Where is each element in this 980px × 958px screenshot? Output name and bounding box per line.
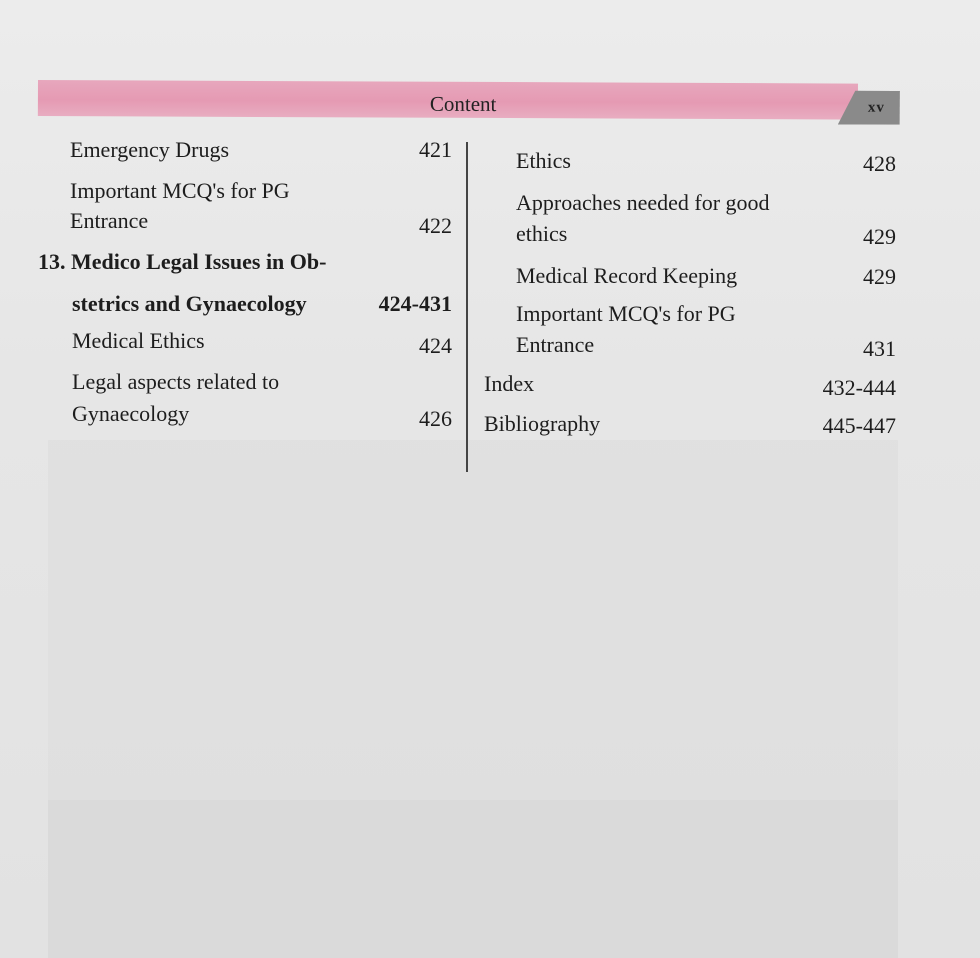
toc-chapter-title-cont: stetrics and Gynaecology: [72, 291, 307, 316]
toc-entry-title-cont: ethics: [516, 221, 568, 246]
toc-entry-title-cont: Entrance: [516, 332, 595, 357]
toc-entry-page: 429: [863, 264, 896, 289]
page-title: Content: [429, 91, 497, 117]
toc-entry-page: 432-444: [822, 375, 896, 400]
toc-entry-title: Important MCQ's for PG: [516, 301, 736, 326]
toc-chapter-page-range: 424-431: [378, 291, 452, 316]
toc-entry-page: 426: [419, 406, 452, 431]
toc-entry-page: 421: [419, 137, 452, 162]
toc-entry-page: 428: [863, 151, 896, 176]
page-shadow-region-lower: [48, 800, 898, 958]
toc-entry-page: 431: [863, 336, 896, 361]
header-band: [38, 80, 900, 128]
toc-entry-title: Legal aspects related to: [72, 369, 280, 394]
toc-entry-page: 445-447: [822, 413, 896, 438]
toc-entry-page: 422: [419, 213, 452, 238]
toc-entry-title: Approaches needed for good: [516, 190, 770, 215]
toc-entry-title: Bibliography: [484, 411, 601, 436]
toc-entry-title-cont: Entrance: [70, 208, 149, 233]
toc-entry-page: 429: [863, 224, 896, 249]
column-divider: [466, 142, 468, 472]
toc-entry-title: Index: [484, 371, 535, 396]
toc-entry-title: Important MCQ's for PG: [70, 178, 290, 203]
toc-entry-title: Ethics: [516, 148, 571, 173]
page-number: xv: [867, 99, 885, 116]
toc-entry-page: 424: [419, 333, 452, 358]
toc-entry-title: Emergency Drugs: [70, 137, 230, 162]
toc-entry-title-cont: Gynaecology: [72, 401, 190, 426]
toc-chapter-title: 13. Medico Legal Issues in Ob-: [38, 249, 327, 274]
toc-entry-title: Medical Ethics: [72, 328, 205, 353]
toc-entry-title: Medical Record Keeping: [516, 263, 738, 288]
